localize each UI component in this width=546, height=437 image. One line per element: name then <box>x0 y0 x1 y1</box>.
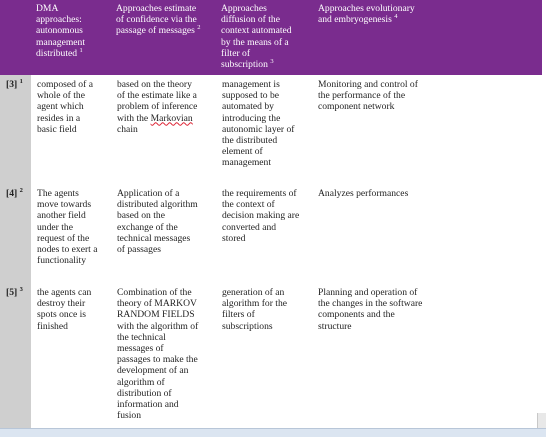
cell-line: whole of the <box>37 90 85 102</box>
cell-ref4-diffusion <box>222 188 318 244</box>
cell-line: the requirements of <box>222 188 297 199</box>
cell-line: filters of <box>222 309 255 321</box>
cell-line: management is <box>222 79 280 90</box>
header-line: of confidence via the <box>116 14 197 26</box>
cell-line: of passages <box>117 244 161 256</box>
cell-line: Application of a <box>117 188 180 199</box>
footnote-marker: 1 <box>79 46 83 54</box>
cell-line: converted and <box>222 221 277 233</box>
header-line: Approaches <box>221 3 267 14</box>
footnote-marker: 1 <box>19 77 23 85</box>
cell-line: the technical <box>117 331 166 343</box>
cell-line: with the Markovian <box>117 112 193 124</box>
cell-line: generation of an <box>222 287 285 298</box>
cell-line: Combination of the <box>117 287 192 298</box>
spellcheck-underlined-word: Markovian <box>150 112 193 124</box>
header-line: management <box>36 36 86 48</box>
cell-line: finished <box>37 320 68 332</box>
header-line: passage of messages $^2$ <box>116 24 201 37</box>
cell-ref4-dma <box>37 188 113 266</box>
cell-line: agent which <box>37 101 84 113</box>
header-diffusion-approaches <box>221 3 315 70</box>
cell-line: functionality <box>37 255 87 267</box>
header-line: Approaches evolutionary <box>318 3 415 14</box>
cell-line: information and <box>117 399 179 411</box>
cell-ref3-diffusion <box>222 79 316 169</box>
header-line: context automated <box>221 25 292 37</box>
cell-line: decision making are <box>222 210 300 222</box>
cell-line: spots once is <box>37 309 87 321</box>
cell-line: supposed to be <box>222 90 280 102</box>
cell-line: Monitoring and control of <box>318 79 418 90</box>
footnote-marker: 4 <box>394 13 398 21</box>
header-line: distributed $^1$ <box>36 46 83 59</box>
cell-ref5-confidence <box>117 287 217 428</box>
cell-line: move towards <box>37 199 92 211</box>
cell-ref3-dma <box>37 79 113 135</box>
cell-line: introducing the <box>222 112 281 124</box>
cell-line: The agents <box>37 188 79 199</box>
cell-line: nodes to exert a <box>37 244 98 256</box>
cell-ref5-diffusion <box>222 287 318 332</box>
cell-line: autonomic layer of <box>222 123 295 135</box>
cell-ref5-evolutionary <box>318 287 468 332</box>
cell-line: stored <box>222 232 246 244</box>
header-line: DMA <box>36 3 59 14</box>
header-dma-approaches <box>36 3 106 59</box>
cell-line: basic field <box>37 123 77 135</box>
footnote-marker: 3 <box>270 57 274 65</box>
cell-line: the agents can <box>37 287 92 298</box>
header-line: filter of <box>221 47 251 59</box>
cell-ref4-evolutionary <box>318 188 468 199</box>
cell-line: another field <box>37 210 86 222</box>
row-label-ref-5: [5] $^3$ <box>6 285 23 298</box>
cell-line: technical messages <box>117 232 191 244</box>
header-evolutionary-approaches <box>318 3 458 25</box>
cell-line: RANDOM FIELDS <box>117 309 195 321</box>
cell-line: based on the theory <box>117 79 192 90</box>
cell-line: of the estimate like a <box>117 90 197 102</box>
cell-line: theory of MARKOV <box>117 298 197 310</box>
table-header <box>0 0 542 75</box>
cell-line: request of the <box>37 232 90 244</box>
cell-line: development of an <box>117 365 189 377</box>
cell-line: element of <box>222 146 263 158</box>
cell-line: the changes in the software <box>318 298 423 310</box>
cell-line: chain <box>117 123 138 135</box>
header-line: autonomous <box>36 25 83 37</box>
footnote-marker: 2 <box>19 186 23 194</box>
cell-line: structure <box>318 320 352 332</box>
cell-line: Planning and operation of <box>318 287 418 298</box>
cell-ref3-evolutionary <box>318 79 468 113</box>
scrollbar-corner[interactable] <box>537 413 546 428</box>
cell-line: fusion <box>117 410 141 422</box>
cell-line: with the algorithm of <box>117 320 199 332</box>
cell-line: the performance of the <box>318 90 406 102</box>
header-confidence-approaches <box>116 3 214 37</box>
cell-line: automated by <box>222 101 274 113</box>
cell-line: exchange of the <box>117 221 178 233</box>
cell-line: components and the <box>318 309 395 321</box>
cell-ref5-dma <box>37 287 113 332</box>
cell-ref3-confidence <box>117 79 217 135</box>
cell-line: resides in a <box>37 112 81 124</box>
reference-column <box>0 75 31 428</box>
cell-line: component network <box>318 101 395 113</box>
cell-line: the distributed <box>222 135 278 147</box>
cell-line: distribution of <box>117 387 172 399</box>
cell-line: Analyzes performances <box>318 188 409 199</box>
cell-line: based on the <box>117 210 165 222</box>
header-line: by the means of a <box>221 36 289 48</box>
header-line: subscription $^3$ <box>221 57 274 71</box>
cell-line: algorithm for the <box>222 298 288 310</box>
cell-line: messages of <box>117 343 164 355</box>
cell-line: management <box>222 157 272 169</box>
cell-line: composed of a <box>37 79 93 90</box>
header-line: and embryogenesis $^4$ <box>318 13 398 26</box>
cell-line: under the <box>37 221 73 233</box>
cell-line: destroy their <box>37 298 86 310</box>
header-line: approaches: <box>36 14 82 26</box>
cell-line: the context of <box>222 199 275 211</box>
footnote-marker: 2 <box>197 24 201 32</box>
cell-line: distributed algorithm <box>117 199 198 211</box>
cell-line: subscriptions <box>222 320 273 332</box>
cell-ref4-confidence <box>117 188 217 255</box>
cell-line: problem of inference <box>117 101 198 113</box>
cell-line: algorithm of <box>117 376 165 388</box>
row-label-ref-4: [4] $^2$ <box>6 186 23 199</box>
row-label-ref-3: [3] $^1$ <box>6 77 23 90</box>
footnote-marker: 3 <box>19 285 23 293</box>
header-line: diffusion of the <box>221 14 280 26</box>
header-line: Approaches estimate <box>116 3 197 14</box>
cell-line: passages to make the <box>117 354 198 366</box>
